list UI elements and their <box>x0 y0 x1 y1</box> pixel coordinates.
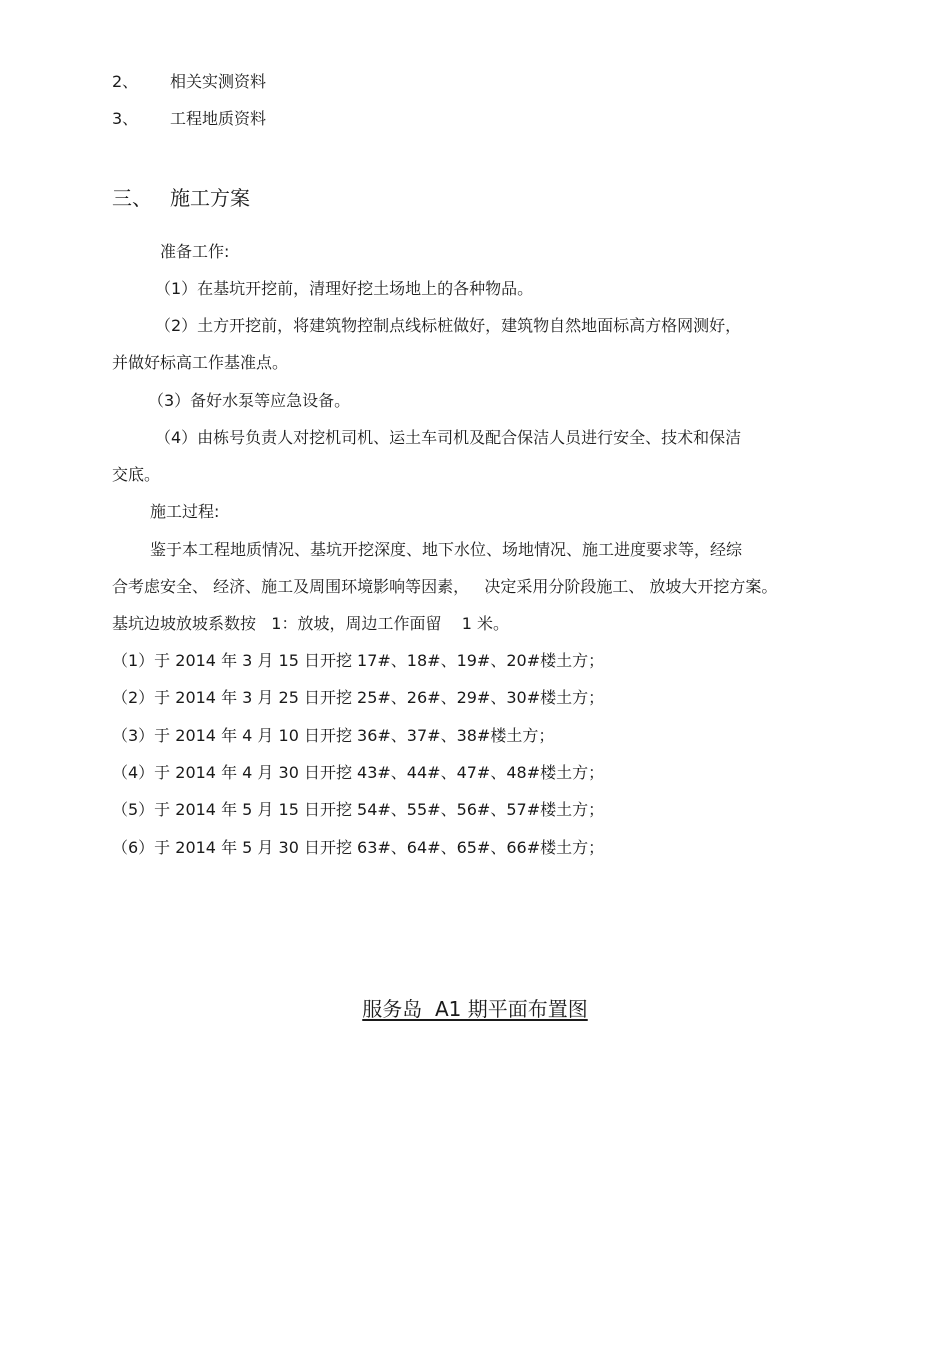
schedule-item: （6）于 2014 年 5 月 30 日开挖 63#、64#、65#、66#楼土方； <box>112 838 605 857</box>
process-paragraph-line-1: 鉴于本工程地质情况、基坑开挖深度、地下水位、场地情况、施工进度要求等，经综 <box>150 540 743 559</box>
schedule-item: （5）于 2014 年 5 月 15 日开挖 54#、55#、56#、57#楼土方； <box>112 800 605 819</box>
section-number: 三、 <box>112 186 152 210</box>
schedule-item: （2）于 2014 年 3 月 25 日开挖 25#、26#、29#、30#楼土方； <box>112 688 605 707</box>
section-title: 施工方案 <box>170 186 250 210</box>
figure-caption-text: 服务岛 A1 期平面布置图 <box>362 997 588 1021</box>
schedule-item: （1）于 2014 年 3 月 15 日开挖 17#、18#、19#、20#楼土方； <box>112 651 605 670</box>
reference-text: 相关实测资料 <box>170 72 267 91</box>
section-heading <box>112 185 250 211</box>
prep-item-3: （3）备好水泵等应急设备。 <box>148 391 351 410</box>
reference-number: 3、 <box>112 109 139 128</box>
schedule-item: （3）于 2014 年 4 月 10 日开挖 36#、37#、38#楼土方； <box>112 726 555 745</box>
reference-item <box>112 109 266 129</box>
prep-title: 准备工作: <box>160 242 230 261</box>
process-title: 施工过程: <box>150 502 220 521</box>
prep-item-2-line-2: 并做好标高工作基准点。 <box>112 353 289 372</box>
prep-item-4-line-2: 交底。 <box>112 465 161 484</box>
process-paragraph-line-3: 基坑边坡放坡系数按 1：放坡，周边工作面留 1 米。 <box>112 614 510 633</box>
process-paragraph-line-2: 合考虑安全、 经济、施工及周围环境影响等因素， 决定采用分阶段施工、 放坡大开挖方案。 <box>112 577 778 596</box>
schedule-item: （4）于 2014 年 4 月 30 日开挖 43#、44#、47#、48#楼土方； <box>112 763 605 782</box>
figure-caption <box>0 996 950 1022</box>
prep-item-1: （1）在基坑开挖前，清理好挖土场地上的各种物品。 <box>155 279 534 298</box>
prep-item-2-line-1: （2）土方开挖前，将建筑物控制点线标桩做好，建筑物自然地面标高方格网测好， <box>155 316 742 335</box>
reference-number: 2、 <box>112 72 139 91</box>
reference-item <box>112 72 266 92</box>
reference-text: 工程地质资料 <box>170 109 267 128</box>
prep-item-4-line-1: （4）由栋号负责人对挖机司机、运土车司机及配合保洁人员进行安全、技术和保洁 <box>155 428 742 447</box>
